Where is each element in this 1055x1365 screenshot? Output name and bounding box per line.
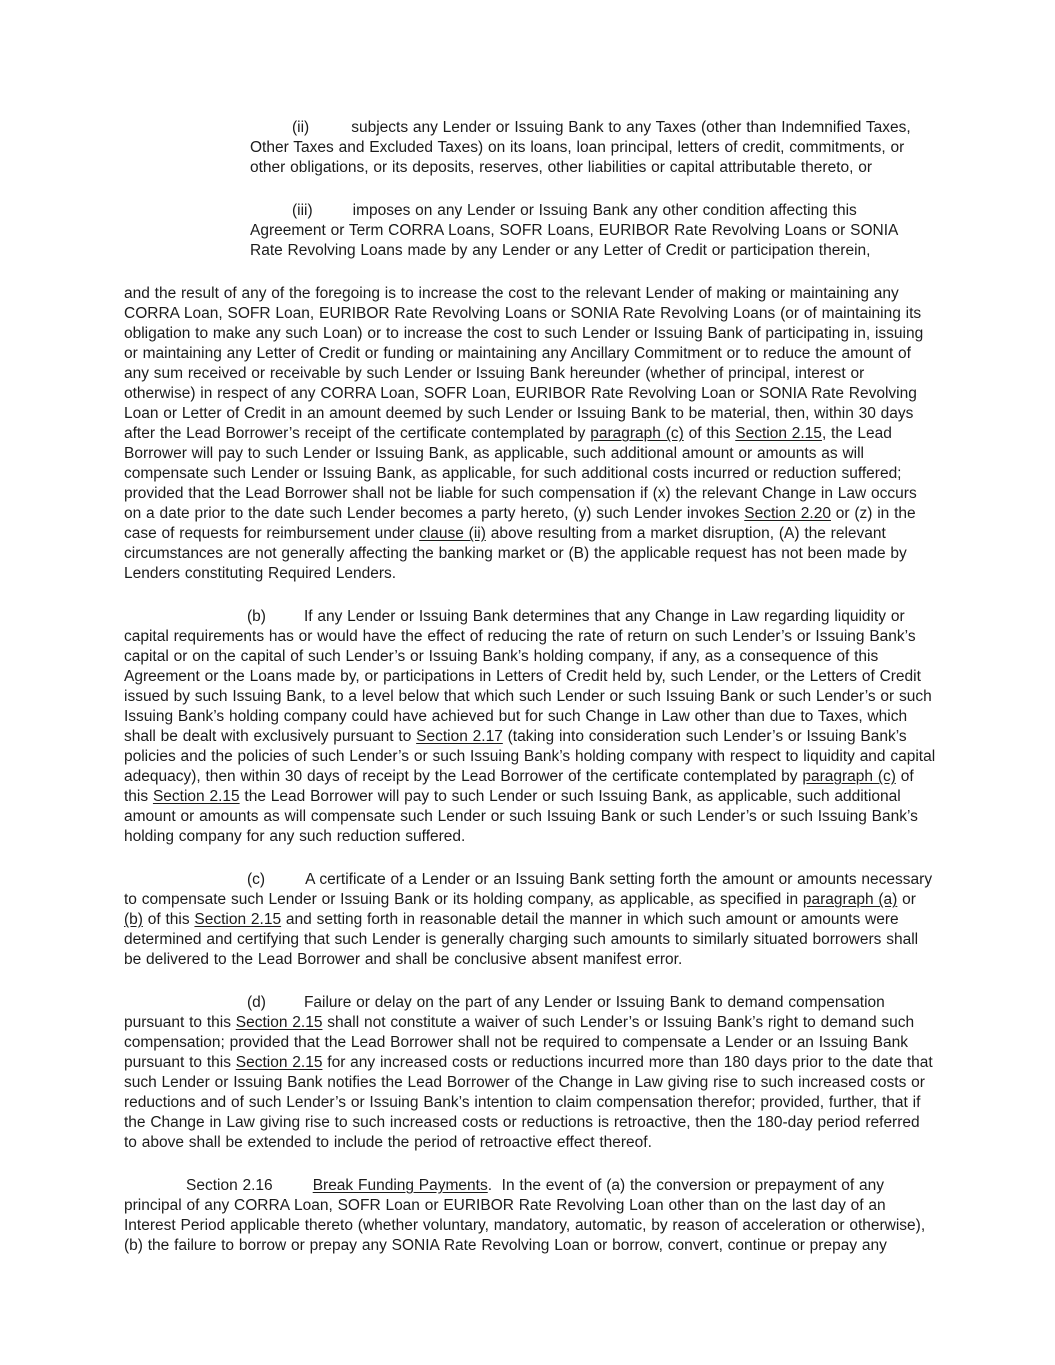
clause-iii — [250, 201, 919, 261]
cross-reference-underlined: Section 2.15 — [194, 911, 282, 928]
text-run: the Lead Borrower will pay to such Lender or such Issuing Bank, as applicable, such additional amount or amounts as will compensate such Lender or such Issuing Bank or such Lender’s or such Issuing Bank’s holding company for any such reduction suffered. — [124, 788, 918, 845]
text-run: shall not constitute a waiver of such Lender’s or Issuing Bank’s right to demand such compensation; provided that the Lead Borrower shall not be required to compensate a Lender or an Issuing Bank pursuant to this — [124, 1014, 915, 1071]
text-run: of this — [142, 911, 195, 928]
text-run: (taking into consideration such Lender’s or Issuing Bank’s policies and the policies of such Lender’s or such Issuing Bank’s holding company with respect to liquidity and capital adequacy), then within 30 days of receipt by the Lead Borrower of the certificate contemplated by — [124, 728, 936, 785]
text-run: Failure or delay on the part of any Lender or Issuing Bank to demand compensation pursuant to this — [124, 994, 885, 1031]
cross-reference-underlined: Section 2.17 — [416, 728, 503, 745]
paragraph-a-result — [124, 284, 937, 584]
text-run: of this — [124, 768, 914, 805]
tab-space — [265, 883, 305, 884]
text-run: subjects any Lender or Issuing Bank to any Taxes (other than Indemnified Taxes, Other Taxes and Excluded Taxes) on its loans, loan principal, letters of credit, commitments, or other obligations, or its deposits, reserves, other liabilities or capital attributable thereto, or — [250, 119, 911, 176]
text-run: (ii) — [292, 119, 310, 136]
text-run: . In the event of (a) the conversion or prepayment of any principal of any CORRA Loan, SOFR Loan or EURIBOR Rate Revolving Loan other than on the last day of an Interest Period applicable thereto (whether voluntary, mandatory, automatic, by reason of acceleration or otherwise), (b) the failure to borrow or prepay any SONIA Rate Revolving Loan or borrow, convert, continue or prepay any — [124, 1177, 926, 1254]
cross-reference-underlined: Section 2.15 — [235, 1014, 323, 1031]
text-run: or (z) in the case of requests for reimbursement under — [124, 505, 916, 542]
text-run: above resulting from a market disruption, (A) the relevant circumstances are not generally affecting the banking market or (B) the applicable request has not been made by Lenders constituting Required Lenders. — [124, 525, 907, 582]
text-run: (b) — [247, 608, 266, 625]
text-run: for any increased costs or reductions incurred more than 180 days prior to the date that such Lender or Issuing Bank notifies the Lead Borrower of the Change in Law giving rise to such increased costs or reductions and of such Lender’s or Issuing Bank’s intention to claim compensation therefor; provided, further, that if the Change in Law giving rise to such increased costs or reductions is retroactive, then the 180-day period referred to above shall be extended to include the period of retroactive effect thereof. — [124, 1054, 933, 1151]
text-run: imposes on any Lender or Issuing Bank any other condition affecting this Agreement or Term CORRA Loans, SOFR Loans, EURIBOR Rate Revolving Loans or SONIA Rate Revolving Loans made by any Lender or any Letter of Credit or participation therein, — [250, 202, 898, 259]
cross-reference-underlined: Section 2.15 — [735, 425, 822, 442]
cross-reference-underlined: (b) — [124, 911, 143, 928]
paragraph-c — [124, 870, 937, 970]
clause-ii — [250, 118, 919, 178]
cross-reference-underlined: Break Funding Payments — [312, 1177, 488, 1194]
text-run: , the Lead Borrower will pay to such Lender or Issuing Bank, as applicable, such additional amount or amounts as will compensate such Lender or Issuing Bank, as applicable, for such additional costs incurred or reduction suffered; provided that the Lead Borrower shall not be liable for such compensation if (x) the relevant Change in Law occurs on a date prior to the date such Lender becomes a party hereto, (y) such Lender invokes — [124, 425, 917, 522]
cross-reference-underlined: Section 2.20 — [744, 505, 831, 522]
tab-space — [266, 1006, 304, 1007]
tab-space — [266, 620, 304, 621]
text-run: (iii) — [292, 202, 313, 219]
tab-space — [273, 1189, 313, 1190]
text-run: (d) — [247, 994, 266, 1011]
section-2-16 — [124, 1176, 937, 1256]
text-run: If any Lender or Issuing Bank determines that any Change in Law regarding liquidity or capital requirements has or would have the effect of reducing the rate of return on such Lender’s or Issuing Bank’s capital or on the capital of such Lender’s or Issuing Bank’s holding company, if any, as a consequence of this Agreement or the Loans made by, or participations in Letters of Credit held by, such Lender, or the Letters of Credit issued by such Issuing Bank, to a level below that which such Lender or such Issuing Bank or such Lender’s or such Issuing Bank’s holding company could have achieved but for such Change in Law other than due to Taxes, which shall be dealt with exclusively pursuant to — [124, 608, 932, 745]
text-run: A certificate of a Lender or an Issuing Bank setting forth the amount or amounts necessary to compensate such Lender or Issuing Bank or its holding company, as applicable, as specified in — [124, 871, 933, 908]
cross-reference-underlined: Section 2.15 — [235, 1054, 323, 1071]
tab-space — [309, 131, 351, 132]
paragraph-d — [124, 993, 937, 1153]
text-run: and setting forth in reasonable detail the manner in which such amount or amounts were determined and certifying that such Lender is generally charging such amounts to similarly situated borrowers shall be delivered to the Lead Borrower and shall be conclusive absent manifest error. — [124, 911, 919, 968]
paragraph-b — [124, 607, 937, 847]
text-run: or — [897, 891, 916, 908]
cross-reference-underlined: Section 2.15 — [152, 788, 240, 805]
cross-reference-underlined: clause (ii) — [419, 525, 486, 542]
cross-reference-underlined: paragraph (a) — [802, 891, 898, 908]
tab-space — [313, 214, 353, 215]
text-run: of this — [683, 425, 736, 442]
cross-reference-underlined: paragraph (c) — [802, 768, 896, 785]
text-run: and the result of any of the foregoing is to increase the cost to the relevant Lender of making or maintaining any CORRA Loan, SOFR Loan, EURIBOR Rate Revolving Loans or SONIA Rate Revolving Loans (or of maintaining its obligation to make any such Loan) or to increase the cost to such Lender or Issuing Bank of participating in, issuing or maintaining any Letter of Credit or funding or maintaining any Ancillary Commitment or to reduce the amount of any sum received or receivable by such Lender or Issuing Bank hereunder (whether of principal, interest or otherwise) in respect of any CORRA Loan, SOFR Loan, EURIBOR Rate Revolving Loan or SONIA Rate Revolving Loan or Letter of Credit in an amount deemed by such Lender or Issuing Bank to be material, then, within 30 days after the Lead Borrower’s receipt of the certificate contemplated by — [124, 285, 924, 442]
cross-reference-underlined: paragraph (c) — [590, 425, 684, 442]
text-run: (c) — [247, 871, 266, 888]
text-run: Section 2.16 — [186, 1177, 273, 1194]
